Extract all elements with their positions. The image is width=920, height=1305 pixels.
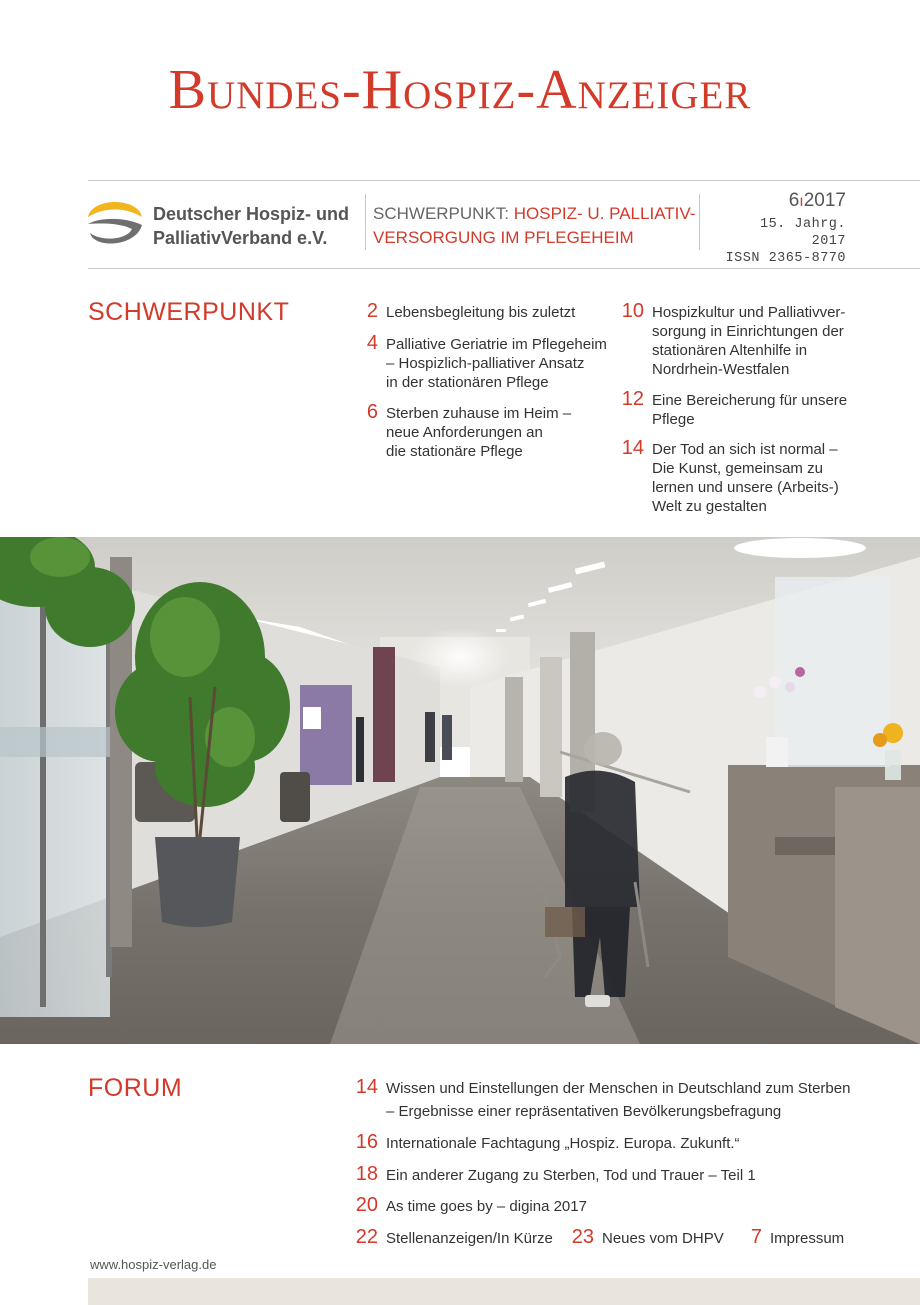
toc-entry[interactable]: 18 Ein anderer Zugang zu Sterben, Tod und Trauer – Teil 1 [355, 1163, 756, 1185]
toc-entry[interactable]: 20 As time goes by – digina 2017 [355, 1194, 587, 1216]
section-title-schwerpunkt: SCHWERPUNKT [88, 298, 290, 326]
focus-topic-line-2: VERSORGUNG IM PFLEGEHEIM [373, 228, 634, 247]
toc-entry[interactable]: 14 Der Tod an sich ist normal – Die Kunst, gemeinsam zu lernen und unsere (Arbeits-) Welt zu gestalten [621, 437, 839, 515]
header-divider-2 [699, 194, 700, 250]
toc-entry[interactable]: 6 Sterben zuhause im Heim – neue Anforderungen an die stationäre Pflege [366, 401, 572, 460]
publisher-line-1: Deutscher Hospiz- und [153, 204, 350, 224]
top-rule [88, 180, 920, 181]
issue-number: 6ı2017 [788, 190, 846, 211]
toc-page-number: 7 [750, 1226, 762, 1248]
issue-info [718, 190, 846, 267]
toc-page-number: 16 [355, 1131, 378, 1153]
toc-page-number: 23 [571, 1226, 594, 1248]
focus-kicker: SCHWERPUNKT: [373, 204, 510, 223]
toc-entry[interactable]: 10 Hospizkultur und Palliativver- sorgung in Einrichtungen der stationären Altenhilfe in Nordrhein-Westfalen [621, 300, 846, 378]
toc-page-number: 6 [366, 401, 378, 423]
toc-page-number: 10 [621, 300, 644, 322]
toc-page-number: 12 [621, 388, 644, 410]
issue-volume: 15. Jahrg. 2017 [759, 217, 846, 249]
dhpv-logo-icon [86, 193, 144, 251]
toc-page-number: 4 [366, 332, 378, 354]
hospital-corridor-photo [0, 537, 920, 1044]
toc-entry[interactable]: 7 Impressum [750, 1226, 845, 1248]
publisher-url[interactable]: www.hospiz-verlag.de [90, 1257, 217, 1272]
header-divider [365, 194, 366, 250]
focus-topic [373, 202, 695, 250]
header-bottom-rule [88, 268, 920, 269]
toc-entry[interactable]: 2 Lebensbegleitung bis zuletzt [366, 300, 576, 322]
toc-page-number: 20 [355, 1194, 378, 1216]
footer-band [88, 1278, 920, 1305]
toc-entry[interactable]: 14 Wissen und Einstellungen der Menschen in Deutschland zum Sterben – Ergebnisse einer repräsentativen Bevölkerungsbefragung [355, 1076, 851, 1120]
publisher-line-2: PalliativVerband e.V. [153, 228, 328, 248]
toc-entry[interactable]: 22 Stellenanzeigen/In Kürze [355, 1226, 553, 1248]
toc-entry[interactable]: 23 Neues vom DHPV [571, 1226, 724, 1248]
toc-page-number: 14 [355, 1076, 378, 1098]
publisher-name [153, 202, 349, 250]
toc-entry[interactable]: 4 Palliative Geriatrie im Pflegeheim – Hospizlich-palliativer Ansatz in der stationären Pflege [366, 332, 607, 391]
issue-issn: ISSN 2365-8770 [725, 251, 846, 266]
masthead-title: Bundes-Hospiz-Anzeiger [168, 59, 752, 121]
toc-page-number: 18 [355, 1163, 378, 1185]
toc-page-number: 14 [621, 437, 644, 459]
focus-topic-line-1: HOSPIZ- U. PALLIATIV- [513, 204, 696, 223]
section-title-forum: FORUM [88, 1074, 183, 1102]
toc-entry[interactable]: 16 Internationale Fachtagung „Hospiz. Europa. Zukunft.“ [355, 1131, 740, 1153]
toc-entry[interactable]: 12 Eine Bereicherung für unsere Pflege [621, 388, 848, 428]
toc-page-number: 22 [355, 1226, 378, 1248]
toc-page-number: 2 [366, 300, 378, 322]
